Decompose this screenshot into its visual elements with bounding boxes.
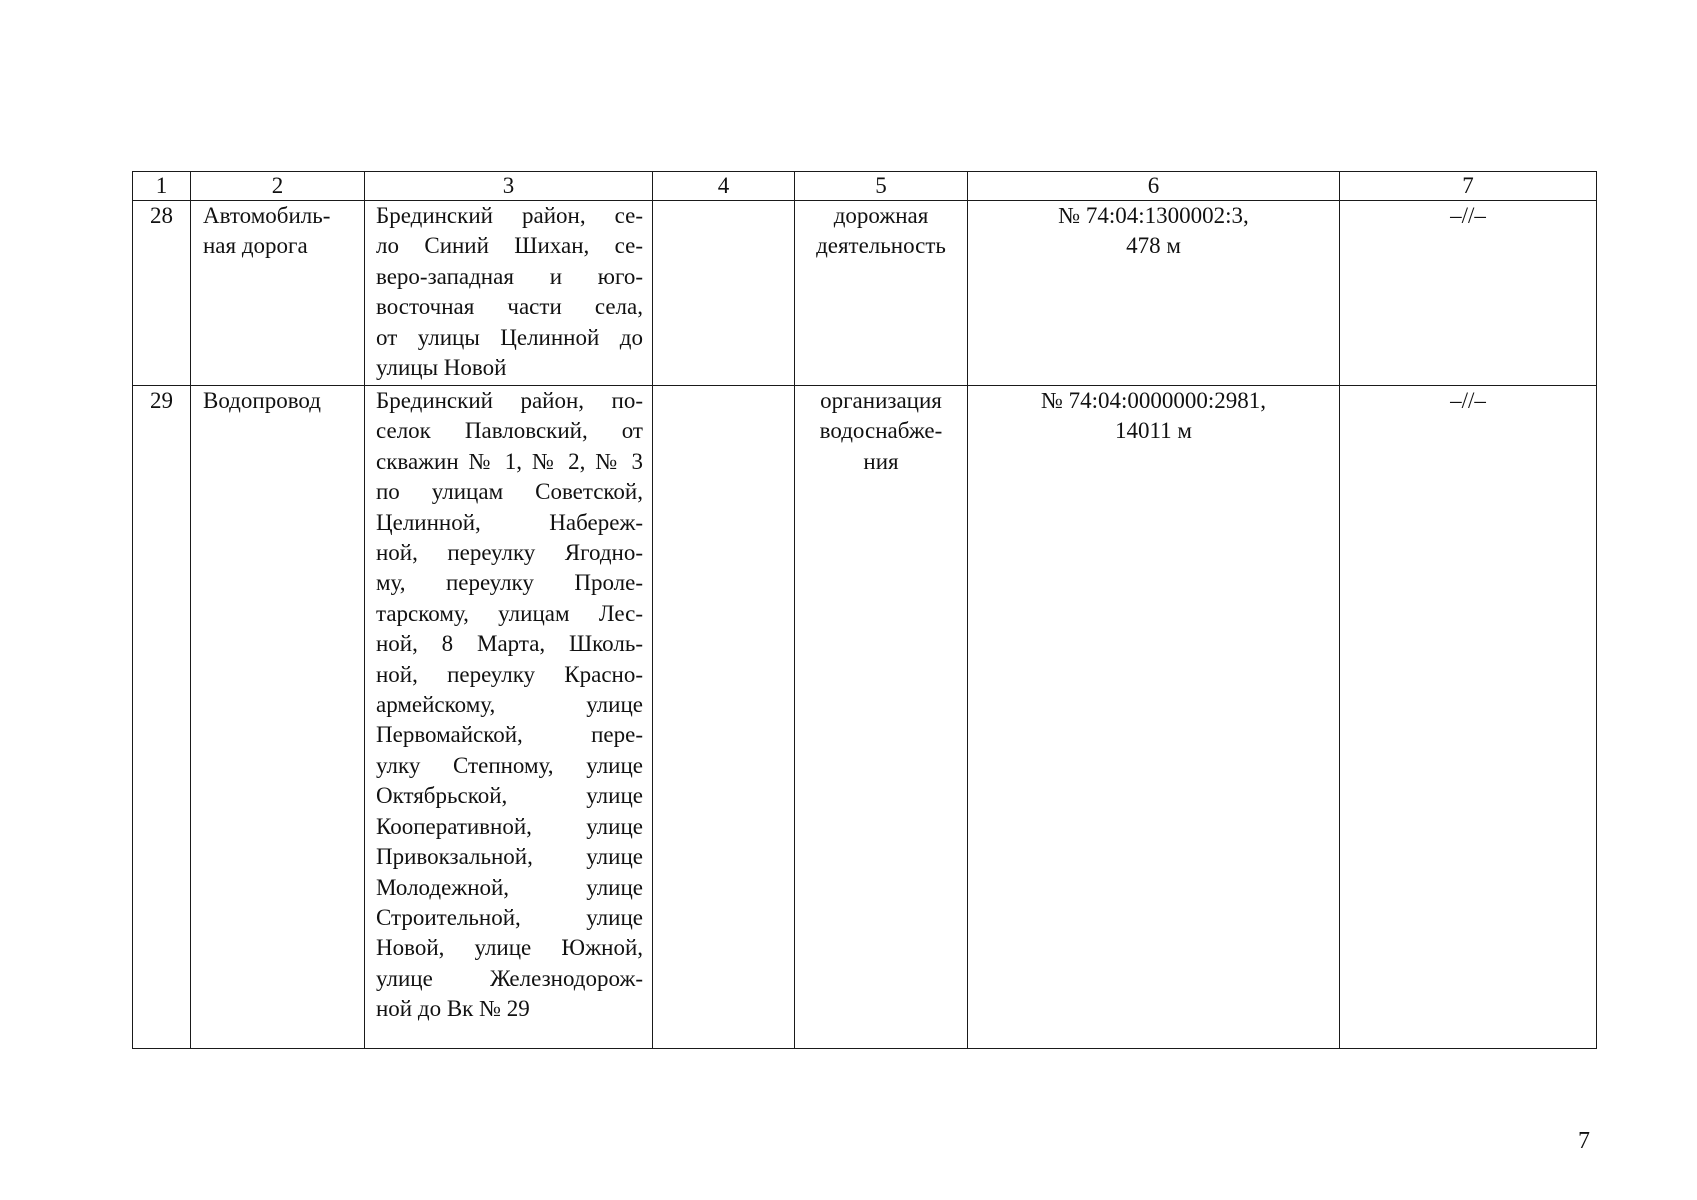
purpose-line: дорожная — [833, 203, 929, 228]
row-number-cell: 28 — [133, 201, 191, 386]
object-name-line: ная дорога — [203, 233, 308, 259]
purpose-line: ния — [863, 448, 899, 474]
purpose-line: организация — [820, 388, 942, 413]
header-cell-3: 3 — [365, 172, 653, 201]
header-cell-6: 6 — [968, 172, 1340, 201]
location-line: Брединский район, се- — [376, 203, 643, 228]
location-line: восточная части села, — [376, 294, 643, 320]
cadastral-cell — [968, 386, 1340, 1049]
purpose-cell — [795, 386, 968, 1049]
location-line: тарскому, улицам Лес- — [376, 600, 643, 626]
cadastral-line: 14011 м — [1115, 418, 1192, 444]
table-row — [133, 201, 1597, 386]
row-number-cell: 29 — [133, 386, 191, 1049]
location-line: ло Синий Шихан, се- — [376, 233, 643, 259]
cadastral-line: № 74:04:0000000:2981, — [1040, 388, 1267, 413]
location-line: ной до Вк № 29 — [376, 996, 530, 1022]
cadastral-line: 478 м — [1126, 233, 1181, 259]
location-line: Первомайской, пере- — [376, 722, 643, 748]
location-cell — [365, 386, 653, 1049]
location-line: Целинной, Набереж- — [376, 509, 643, 535]
location-line: му, переулку Проле- — [376, 570, 643, 596]
location-line: скважин № 1, № 2, № 3 — [376, 448, 643, 474]
location-line: веро-западная и юго- — [376, 263, 643, 289]
table-row — [133, 386, 1597, 1049]
purpose-cell — [795, 201, 968, 386]
location-line: ной, переулку Красно- — [376, 661, 643, 687]
ditto-cell: –//– — [1340, 386, 1597, 1049]
object-name-line: Автомобиль- — [203, 203, 331, 228]
location-line: улицы Новой — [376, 355, 507, 381]
location-line: по улицам Советской, — [376, 479, 643, 505]
ditto-cell: –//– — [1340, 201, 1597, 386]
object-name-cell — [191, 201, 365, 386]
location-line: армейскому, улице — [376, 692, 643, 718]
location-line: ной, 8 Марта, Школь- — [376, 631, 643, 657]
cadastral-line: № 74:04:1300002:3, — [1058, 203, 1249, 228]
object-name-line: Водопровод — [203, 388, 321, 413]
data-table — [132, 171, 1597, 1049]
location-line: Октябрьской, улице — [376, 783, 643, 809]
location-line: улице Железнодорож- — [376, 965, 643, 991]
header-cell-7: 7 — [1340, 172, 1597, 201]
location-line: Кооперативной, улице — [376, 813, 643, 839]
location-line: Строительной, улице — [376, 904, 643, 930]
header-cell-4: 4 — [653, 172, 795, 201]
location-line: селок Павловский, от — [376, 418, 643, 444]
location-line: Брединский район, по- — [376, 388, 643, 413]
header-row — [133, 172, 1597, 201]
location-cell — [365, 201, 653, 386]
column-4-cell — [653, 201, 795, 386]
purpose-line: деятельность — [816, 233, 946, 259]
location-line: Новой, улице Южной, — [376, 935, 643, 961]
location-line: ной, переулку Ягодно- — [376, 540, 643, 566]
page-number: 7 — [1578, 1128, 1590, 1154]
header-cell-2: 2 — [191, 172, 365, 201]
location-line: улку Степному, улице — [376, 752, 643, 778]
location-line: Молодежной, улице — [376, 874, 643, 900]
object-name-cell — [191, 386, 365, 1049]
header-cell-5: 5 — [795, 172, 968, 201]
column-4-cell — [653, 386, 795, 1049]
location-line: Привокзальной, улице — [376, 844, 643, 870]
cadastral-cell — [968, 201, 1340, 386]
header-cell-1: 1 — [133, 172, 191, 201]
location-line: от улицы Целинной до — [376, 324, 643, 350]
purpose-line: водоснабже- — [819, 418, 943, 444]
